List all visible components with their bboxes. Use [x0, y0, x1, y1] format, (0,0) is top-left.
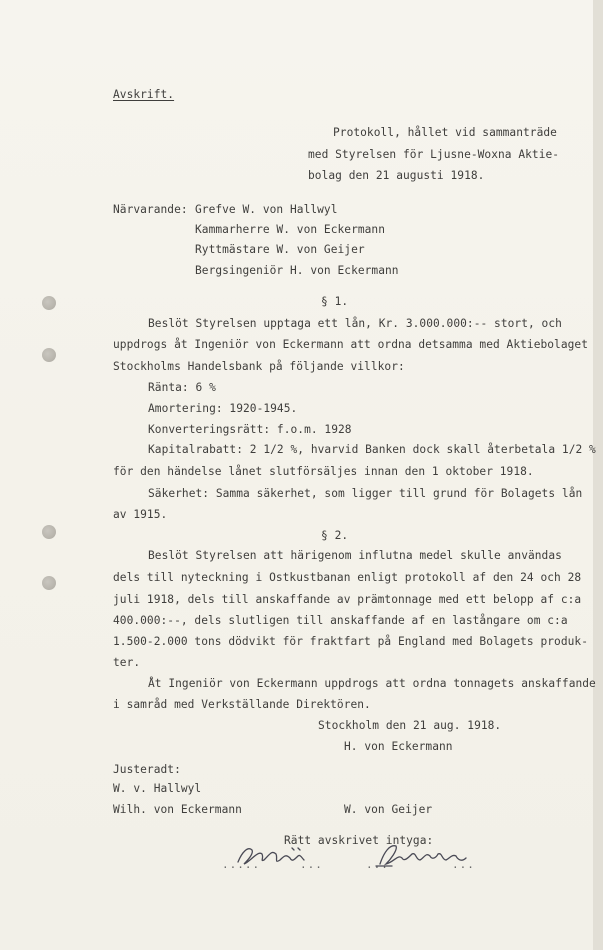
punch-hole-3	[42, 525, 56, 539]
attendee-name: Bergsingeniör H. von Eckermann	[195, 264, 399, 277]
closing-signer: H. von Eckermann	[344, 740, 453, 753]
section-line: Stockholms Handelsbank på följande villkor:	[113, 360, 405, 373]
attendee-name: Kammarherre W. von Eckermann	[195, 223, 385, 236]
signature-dots-mid2: ...	[366, 858, 389, 871]
section-line: juli 1918, dels till anskaffande av prämtonnage med ett belopp af c:a	[113, 593, 582, 606]
paper-edge	[593, 0, 603, 950]
section-line: ter.	[113, 656, 141, 669]
section-line: dels till nyteckning i Ostkustbanan enligt protokoll af den 24 och 28	[113, 571, 582, 584]
adjusted-label: Justeradt:	[113, 763, 181, 776]
section-heading: § 2.	[321, 529, 349, 542]
punch-hole-4	[42, 576, 56, 590]
section-line: uppdrogs åt Ingeniör von Eckermann att ordna detsamma med Aktiebolaget	[113, 338, 588, 351]
section-line: 400.000:--, dels slutligen till anskaffande af en lastångare om c:a	[113, 614, 568, 627]
attendee-name: Grefve W. von Hallwyl	[195, 203, 338, 216]
document-title: Avskrift.	[113, 88, 175, 101]
adjusted-name: Wilh. von Eckermann	[113, 803, 242, 816]
handwritten-signature-left	[232, 840, 322, 870]
punch-hole-1	[42, 296, 56, 310]
section-line: för den händelse lånet slutförsäljes innan den 1 oktober 1918.	[113, 465, 534, 478]
section-heading: § 1.	[321, 295, 349, 308]
section-line: Beslöt Styrelsen att härigenom influtna medel skulle användas	[148, 549, 562, 562]
signature-dots-left: .....	[222, 858, 261, 871]
attendee-name: Ryttmästare W. von Geijer	[195, 243, 365, 256]
certification-text: Rätt avskrivet intyga:	[284, 834, 434, 847]
section-line: i samråd med Verkställande Direktören.	[113, 698, 371, 711]
attendance-label: Närvarande:	[113, 203, 188, 216]
section-line: Beslöt Styrelsen upptaga ett lån, Kr. 3.000.000:-- stort, och	[148, 317, 562, 330]
section-line: Åt Ingeniör von Eckermann uppdrogs att ordna tonnagets anskaffande	[148, 677, 596, 690]
section-line: av 1915.	[113, 508, 168, 521]
section-line: Konverteringsrätt: f.o.m. 1928	[148, 423, 352, 436]
adjusted-name-right: W. von Geijer	[344, 803, 433, 816]
intro-line: med Styrelsen för Ljusne-Woxna Aktie-	[308, 148, 560, 161]
section-line: 1.500-2.000 tons dödvikt för fraktfart på England med Bolagets produk-	[113, 635, 588, 648]
intro-line: bolag den 21 augusti 1918.	[308, 169, 485, 182]
place-date: Stockholm den 21 aug. 1918.	[318, 719, 502, 732]
intro-line: Protokoll, hållet vid sammanträde	[333, 126, 557, 139]
section-line: Kapitalrabatt: 2 1/2 %, hvarvid Banken dock skall återbetala 1/2 %	[148, 443, 596, 456]
signature-dots-mid: ...	[300, 858, 323, 871]
section-line: Amortering: 1920-1945.	[148, 402, 298, 415]
handwritten-signature-right	[372, 840, 472, 870]
adjusted-name: W. v. Hallwyl	[113, 782, 202, 795]
section-line: Ränta: 6 %	[148, 381, 216, 394]
signature-dots-right: ...	[452, 858, 475, 871]
section-line: Säkerhet: Samma säkerhet, som ligger till grund för Bolagets lån	[148, 487, 583, 500]
punch-hole-2	[42, 348, 56, 362]
